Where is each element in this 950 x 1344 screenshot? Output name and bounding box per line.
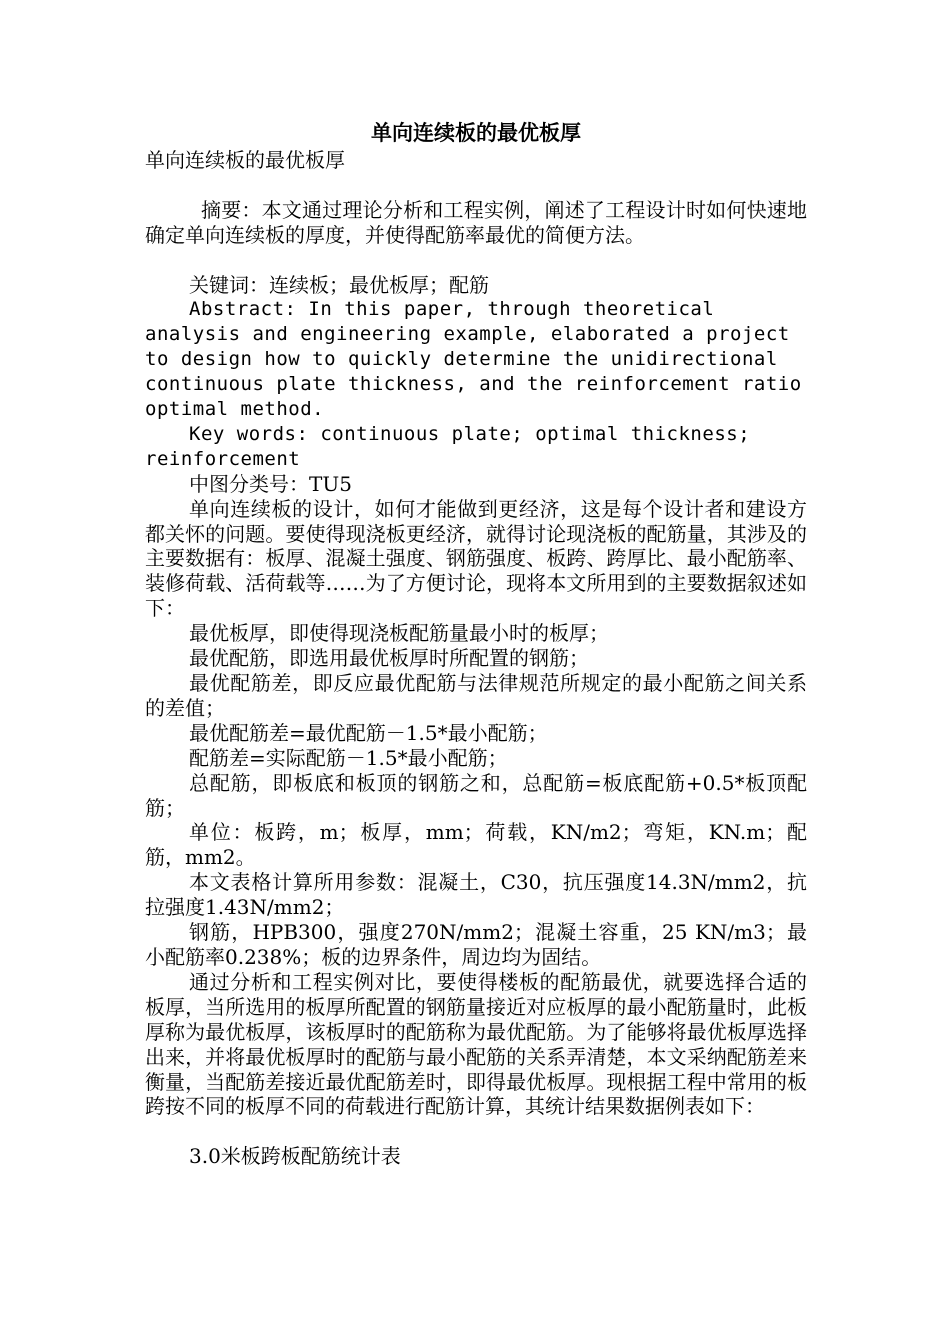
- classification-number: 中图分类号：TU5: [189, 471, 352, 496]
- blank-line: [145, 248, 807, 273]
- abstract-en: Abstract: In this paper, through theoretical analysis and engineering example, elaborated a project to design how to quickly determine the unidirectional continuous plate thickness, and the reinforcement ratio optimal method.: [145, 298, 802, 421]
- body-paragraph: 通过分析和工程实例对比，要使得楼板的配筋最优，就要选择合适的板厚，当所选用的板厚所配置的钢筋量接近对应板厚的最小配筋量时，此板厚称为最优板厚，该板厚时的配筋称为最优配筋。为了能够将最优板厚选择出来，并将最优板厚时的配筋与最小配筋的关系弄清楚，本文采纳配筋差来衡量，当配筋差接近最优配筋差时，即得最优板厚。现根据工程中常用的板跨按不同的板厚不同的荷载进行配筋计算，其统计结果数据例表如下：: [145, 969, 807, 1119]
- body-paragraph: 最优配筋差，即反应最优配筋与法律规范所规定的最小配筋之间关系的差值；: [145, 671, 807, 720]
- blank-line: [145, 173, 807, 198]
- body-paragraph: 钢筋，HPB300，强度270N/mm2；混凝土容重，25 KN/m3；最小配筋率0.238%；板的边界条件，周边均为固结。: [145, 920, 807, 969]
- blank-line: [145, 1119, 807, 1144]
- table-caption: 3.0米板跨板配筋统计表: [189, 1144, 401, 1169]
- body-paragraph: 最优配筋，即选用最优板厚时所配置的钢筋；: [189, 646, 589, 671]
- document-subtitle: 单向连续板的最优板厚: [145, 148, 345, 172]
- keywords-en: Key words: continuous plate; optimal thickness; reinforcement: [145, 422, 751, 470]
- document-title: 单向连续板的最优板厚: [371, 120, 581, 145]
- abstract-cn: 摘要：本文通过理论分析和工程实例，阐述了工程设计时如何快速地确定单向连续板的厚度，并使得配筋率最优的简便方法。: [145, 197, 807, 247]
- document-page: [145, 118, 807, 1169]
- body-paragraph: 配筋差=实际配筋－1.5*最小配筋；: [189, 745, 508, 770]
- body-paragraph: 最优板厚，即使得现浇板配筋量最小时的板厚；: [189, 621, 609, 646]
- body-paragraph: 本文表格计算所用参数：混凝土，C30，抗压强度14.3N/mm2，抗拉强度1.43N/mm2；: [145, 870, 807, 920]
- body-paragraph: 总配筋，即板底和板顶的钢筋之和，总配筋=板底配筋+0.5*板顶配筋；: [145, 770, 807, 820]
- body-paragraph: 单位：板跨，m；板厚，mm；荷载，KN/m2；弯矩，KN.m；配筋，mm2。: [145, 820, 807, 870]
- keywords-cn: 关键词：连续板；最优板厚；配筋: [189, 272, 489, 297]
- body-paragraph: 最优配筋差=最优配筋－1.5*最小配筋；: [189, 720, 548, 745]
- body-paragraph: 单向连续板的设计，如何才能做到更经济，这是每个设计者和建设方都关怀的问题。要使得现浇板更经济，就得讨论现浇板的配筋量，其涉及的主要数据有：板厚、混凝土强度、钢筋强度、板跨、跨厚比、最小配筋率、装修荷载、活荷载等……为了方便讨论，现将本文所用到的主要数据叙述如下：: [145, 496, 807, 621]
